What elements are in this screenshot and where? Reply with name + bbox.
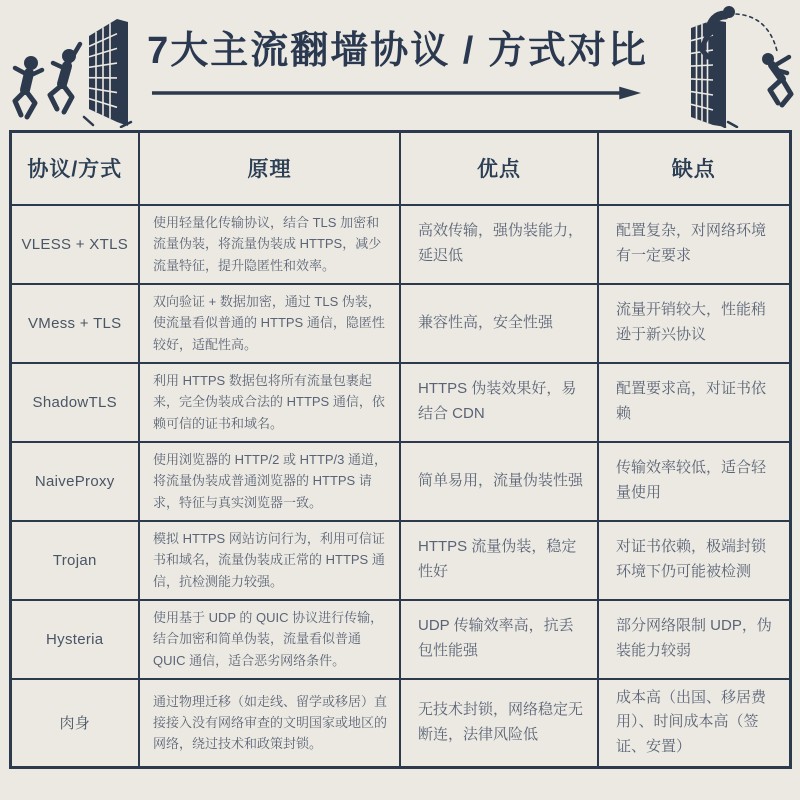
principle-cell: 利用 HTTPS 数据包将所有流量包裹起来，完全伪装成合法的 HTTPS 通信，依赖可信的证书和域名。	[139, 363, 400, 442]
pros-cell: 简单易用，流量伪装性强	[400, 442, 598, 521]
pros-cell: UDP 传输效率高，抗丢包性能强	[400, 600, 598, 679]
pros-cell: HTTPS 伪装效果好，易结合 CDN	[400, 363, 598, 442]
cons-cell: 部分网络限制 UDP，伪装能力较弱	[598, 600, 790, 679]
table-row-shadowtls	[10, 363, 790, 442]
column-header-protocol: 协议/方式	[10, 132, 139, 205]
protocol-name: ShadowTLS	[10, 363, 139, 442]
header-banner	[0, 0, 800, 130]
title-block	[139, 0, 656, 101]
principle-cell: 使用基于 UDP 的 QUIC 协议进行传输，结合加密和简单伪装，流量看似普通 QUIC 通信，适合恶劣网络条件。	[139, 600, 400, 679]
protocol-name: VLESS + XTLS	[10, 205, 139, 284]
table-row-vmess-tls	[10, 284, 790, 363]
pros-cell: HTTPS 流量伪装，稳定性好	[400, 521, 598, 600]
wall-escape-illustration	[656, 2, 796, 128]
protocol-name: VMess + TLS	[10, 284, 139, 363]
cons-cell: 流量开销较大，性能稍逊于新兴协议	[598, 284, 790, 363]
column-header-cons: 缺点	[598, 132, 790, 205]
table-row-trojan	[10, 521, 790, 600]
table-row-hysteria	[10, 600, 790, 679]
page-title: 7大主流翻墙协议 / 方式对比	[147, 30, 648, 72]
wall-runners-illustration	[4, 6, 139, 128]
cons-cell: 成本高（出国、移居费用）、时间成本高（签证、安置）	[598, 679, 790, 768]
table-header-row	[10, 132, 790, 205]
principle-cell: 双向验证 + 数据加密，通过 TLS 伪装，使流量看似普通的 HTTPS 通信，隐匿性较好，适配性高。	[139, 284, 400, 363]
protocol-name: Trojan	[10, 521, 139, 600]
principle-cell: 使用轻量化传输协议，结合 TLS 加密和流量伪装，将流量伪装成 HTTPS，减少流量特征，提升隐匿性和效率。	[139, 205, 400, 284]
protocol-name: Hysteria	[10, 600, 139, 679]
cons-cell: 对证书依赖，极端封锁环境下仍可能被检测	[598, 521, 790, 600]
running-person-waving-icon	[50, 44, 80, 112]
arrow-right-icon	[150, 85, 645, 101]
table-row-vless-xtls	[10, 205, 790, 284]
principle-cell: 使用浏览器的 HTTP/2 或 HTTP/3 通道，将流量伪装成普通浏览器的 HTTPS 请求，特征与真实浏览器一致。	[139, 442, 400, 521]
column-header-principle: 原理	[139, 132, 400, 205]
column-header-pros: 优点	[400, 132, 598, 205]
principle-cell: 通过物理迁移（如走线、留学或移居）直接接入没有网络审查的文明国家或地区的网络，绕过技术和政策封锁。	[139, 679, 400, 768]
table-row-physical	[10, 679, 790, 768]
pros-cell: 无技术封锁，网络稳定无断连，法律风险低	[400, 679, 598, 768]
cons-cell: 配置复杂，对网络环境有一定要求	[598, 205, 790, 284]
protocol-name: 肉身	[10, 679, 139, 768]
comparison-table	[9, 130, 792, 769]
cons-cell: 配置要求高，对证书依赖	[598, 363, 790, 442]
pros-cell: 高效传输，强伪装能力，延迟低	[400, 205, 598, 284]
principle-cell: 模拟 HTTPS 网站访问行为，利用可信证书和域名，流量伪装成正常的 HTTPS 通信，抗检测能力较强。	[139, 521, 400, 600]
pros-cell: 兼容性高，安全性强	[400, 284, 598, 363]
cons-cell: 传输效率较低，适合轻量使用	[598, 442, 790, 521]
brick-wall-left	[84, 19, 131, 127]
protocol-name: NaiveProxy	[10, 442, 139, 521]
falling-person-icon	[762, 53, 791, 105]
table-row-naiveproxy	[10, 442, 790, 521]
jump-trajectory-arc	[736, 14, 777, 51]
running-person-icon	[15, 56, 42, 117]
brick-wall-right	[691, 20, 737, 127]
